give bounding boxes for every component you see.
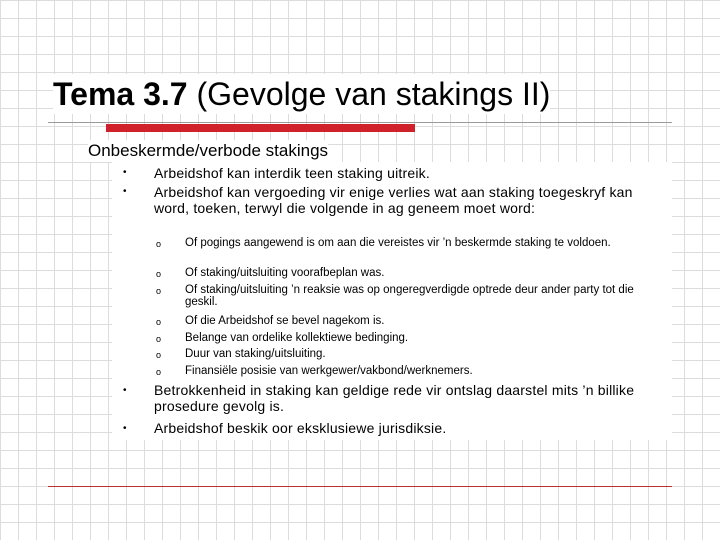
sub-bullet-marker: o [156,317,162,327]
title-divider-line [48,122,672,123]
sub-bullet-marker: o [156,269,162,279]
bullet-marker: • [123,186,127,197]
sub-item-text: Of staking/uitsluiting voorafbeplan was. [185,267,385,279]
section-heading: Onbeskermde/verbode stakings [88,141,329,160]
bullet-text: Arbeidshof kan vergoeding vir enige verlies wat aan staking toegeskryf kan word, toeken, terwyl die volgende in ag geneem moet word: [154,184,633,216]
sub-bullet-marker: o [156,239,162,249]
bullet-text: Betrokkenheid in staking kan geldige rede vir ontslag daarstel mits ’n billike prosedure gevolg is. [154,382,635,414]
bullet-marker: • [123,423,127,434]
title-topic-number: Tema 3.7 [53,76,188,112]
sub-item-text: Of staking/uitsluiting ’n reaksie was op ongeregverdigde optrede deur ander party tot die geskil. [185,284,634,308]
sub-item-text: Of pogings aangewend is om aan die vereistes vir ’n beskermde staking te voldoen. [185,237,611,249]
sub-bullet-marker: o [156,367,162,377]
bullet-text: Arbeidshof beskik oor eksklusiewe jurisdiksie. [154,420,447,436]
sub-item-text: Duur van staking/uitsluiting. [185,348,326,360]
sub-item-text: Of die Arbeidshof se bevel nagekom is. [185,315,385,327]
bullet-marker: • [123,385,127,396]
sub-bullet-marker: o [156,286,162,296]
sub-bullet-marker: o [156,334,162,344]
title-accent-bar [106,124,415,132]
sub-bullet-marker: o [156,350,162,360]
title-topic-name: (Gevolge van stakings II) [187,76,551,112]
sub-item-text: Finansiële posisie van werkgewer/vakbond/werknemers. [185,365,473,377]
slide-title [53,74,550,114]
bullet-marker: • [123,167,127,178]
sub-item-text: Belange van ordelike kollektiewe bedinging. [185,332,409,344]
bullet-text: Arbeidshof kan interdik teen staking uitreik. [154,165,430,181]
footer-divider-line [48,486,672,487]
